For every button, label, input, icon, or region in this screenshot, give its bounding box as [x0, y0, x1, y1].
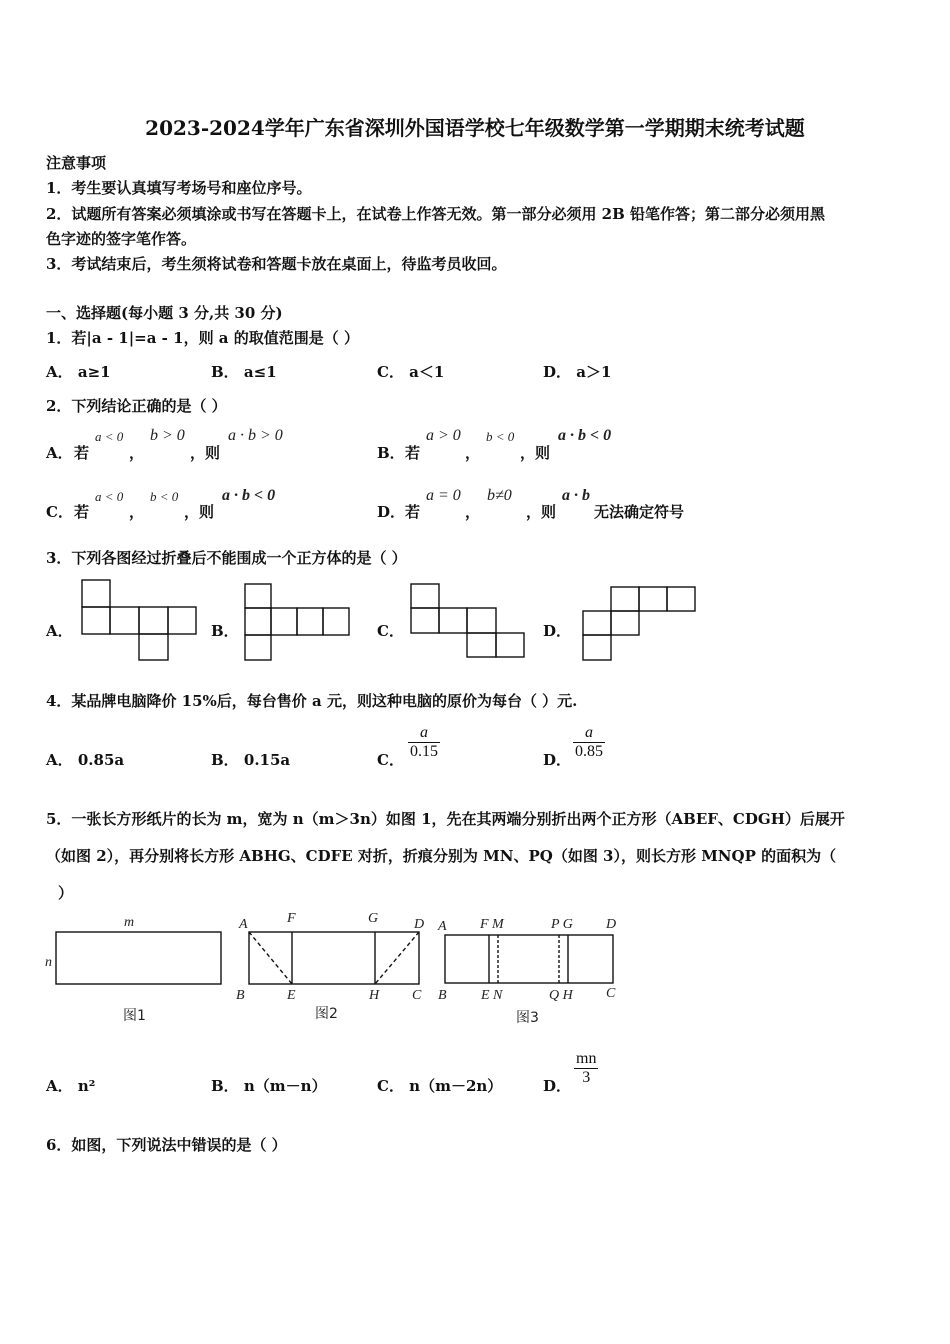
q2-b-cond1: a > 0	[426, 427, 461, 444]
label-D: D	[606, 917, 617, 932]
question-5-line3: ）	[58, 884, 74, 902]
fraction-denominator: 3	[574, 1068, 598, 1087]
q2-a-cond1: a < 0	[95, 429, 124, 444]
q2-d-cond2: b≠0	[487, 487, 512, 504]
comma: ，	[129, 444, 145, 462]
figure-2	[249, 932, 419, 984]
q2-c-cond1: a < 0	[95, 489, 124, 504]
figure-2-caption: 图2	[315, 1006, 338, 1022]
label-m: m	[124, 915, 135, 930]
q2-option-d-ruo: 若	[405, 503, 421, 521]
q5-option-b: B． n（m－n）	[211, 1077, 327, 1095]
q2-d-cond1: a = 0	[426, 487, 461, 504]
q5-option-d-label: D．	[543, 1077, 572, 1095]
label-n: n	[45, 955, 52, 970]
q1-option-b: B． a≤1	[211, 363, 277, 381]
label-PG: P G	[551, 917, 573, 932]
q2-option-a-ruo: 若	[74, 444, 90, 462]
figure-3	[445, 935, 613, 983]
question-5-line1: 5．一张长方形纸片的长为 m，宽为 n（m＞3n）如图 1，先在其两端分别折出两个正方形（ABEF、CDGH）后展开	[46, 810, 845, 828]
notice-heading: 注意事项	[46, 154, 107, 172]
figure-1	[45, 915, 221, 1024]
label-C: C	[412, 988, 422, 1003]
question-5-line2: （如图 2），再分别将长方形 ABHG、CDFE 对折，折痕分别为 MN、PQ（如图 3），则长方形 MNQP 的面积为（	[46, 847, 837, 865]
q3-option-b-label: B．	[211, 622, 239, 640]
notice-item: 2．试题所有答案必须填涂或书写在答题卡上，在试卷上作答无效。第一部分必须用 2B 铅笔作答；第二部分必须用黑	[46, 205, 826, 223]
label-F: F	[287, 911, 296, 926]
q4-option-a: A． 0.85a	[46, 751, 125, 769]
q2-a-result: a · b > 0	[228, 427, 283, 444]
figure-3-caption: 图3	[516, 1010, 539, 1026]
q1-option-a: A． a≥1	[46, 363, 111, 381]
comma: ，	[129, 503, 145, 521]
label-A: A	[239, 917, 248, 932]
q2-option-c-label: C．	[46, 503, 73, 521]
label-C: C	[606, 986, 616, 1001]
label-FM: F M	[480, 917, 504, 932]
fraction-numerator: a	[585, 724, 593, 741]
q5-option-d-fraction	[574, 1050, 598, 1087]
comma: ，	[465, 503, 481, 521]
fraction-denominator: 0.85	[575, 743, 603, 760]
notice-item: 色字迹的签字笔作答。	[46, 230, 197, 248]
q2-b-then: ，则	[520, 444, 551, 462]
notice-item: 3．考试结束后，考生须将试卷和答题卡放在桌面上，待监考员收回。	[46, 255, 507, 273]
question-2-stem: 2．下列结论正确的是（ ）	[46, 397, 227, 415]
label-E: E	[287, 988, 296, 1003]
label-EN: E N	[481, 988, 503, 1003]
q2-option-c-ruo: 若	[74, 503, 90, 521]
q5-option-a: A． n²	[46, 1077, 96, 1095]
question-3-stem: 3．下列各图经过折叠后不能围成一个正方体的是（ ）	[46, 549, 407, 567]
q2-a-then: ，则	[190, 444, 221, 462]
q4-option-d-label: D．	[543, 751, 572, 769]
q4-option-b: B． 0.15a	[211, 751, 291, 769]
q2-option-b-ruo: 若	[405, 444, 421, 462]
label-B: B	[438, 988, 447, 1003]
page-title: 2023-2024学年广东省深圳外国语学校七年级数学第一学期期末统考试题	[145, 116, 805, 140]
q3-option-d-label: D．	[543, 622, 572, 640]
q2-option-a-label: A．	[46, 444, 73, 462]
question-6-stem: 6．如图，下列说法中错误的是（ ）	[46, 1136, 287, 1154]
figure-3-labels	[437, 917, 616, 1026]
q1-option-d: D． a＞1	[543, 363, 612, 381]
fraction-numerator: a	[420, 724, 428, 741]
label-A: A	[438, 919, 447, 934]
label-B: B	[236, 988, 245, 1003]
fraction-denominator: 0.15	[410, 743, 438, 760]
q3-option-a-label: A．	[46, 622, 73, 640]
q2-option-b-label: B．	[377, 444, 405, 462]
figure-2-labels	[236, 911, 424, 1022]
q3-option-c-label: C．	[377, 622, 404, 640]
q2-b-result: a · b < 0	[558, 427, 612, 444]
q2-d-tail: 无法确定符号	[594, 503, 685, 521]
q2-d-result: a · b	[562, 487, 590, 504]
label-D: D	[414, 917, 425, 932]
q2-c-then: ，则	[184, 503, 215, 521]
notice-item: 1．考生要认真填写考场号和座位序号。	[46, 179, 312, 197]
comma: ，	[465, 444, 481, 462]
label-QH: Q H	[549, 988, 573, 1003]
label-G: G	[368, 911, 379, 926]
question-4-stem: 4．某品牌电脑降价 15%后，每台售价 a 元，则这种电脑的原价为每台（ ）元.	[46, 692, 578, 710]
q2-b-cond2: b < 0	[486, 429, 515, 444]
q2-c-cond2: b < 0	[150, 489, 179, 504]
q4-option-c-label: C．	[377, 751, 404, 769]
q2-c-result: a · b < 0	[222, 487, 276, 504]
figure-1-caption: 图1	[123, 1008, 146, 1024]
fraction-numerator: mn	[576, 1050, 597, 1067]
q5-option-c: C． n（m－2n）	[377, 1077, 503, 1095]
label-H: H	[369, 988, 380, 1003]
q2-option-d-label: D．	[377, 503, 406, 521]
q1-option-c: C． a＜1	[377, 363, 445, 381]
q2-d-then: ，则	[526, 503, 557, 521]
q2-a-cond2: b > 0	[150, 427, 185, 444]
question-1-stem: 1．若|a - 1|=a - 1，则 a 的取值范围是（ ）	[46, 329, 359, 347]
section-heading: 一、选择题(每小题 3 分,共 30 分)	[46, 304, 283, 322]
